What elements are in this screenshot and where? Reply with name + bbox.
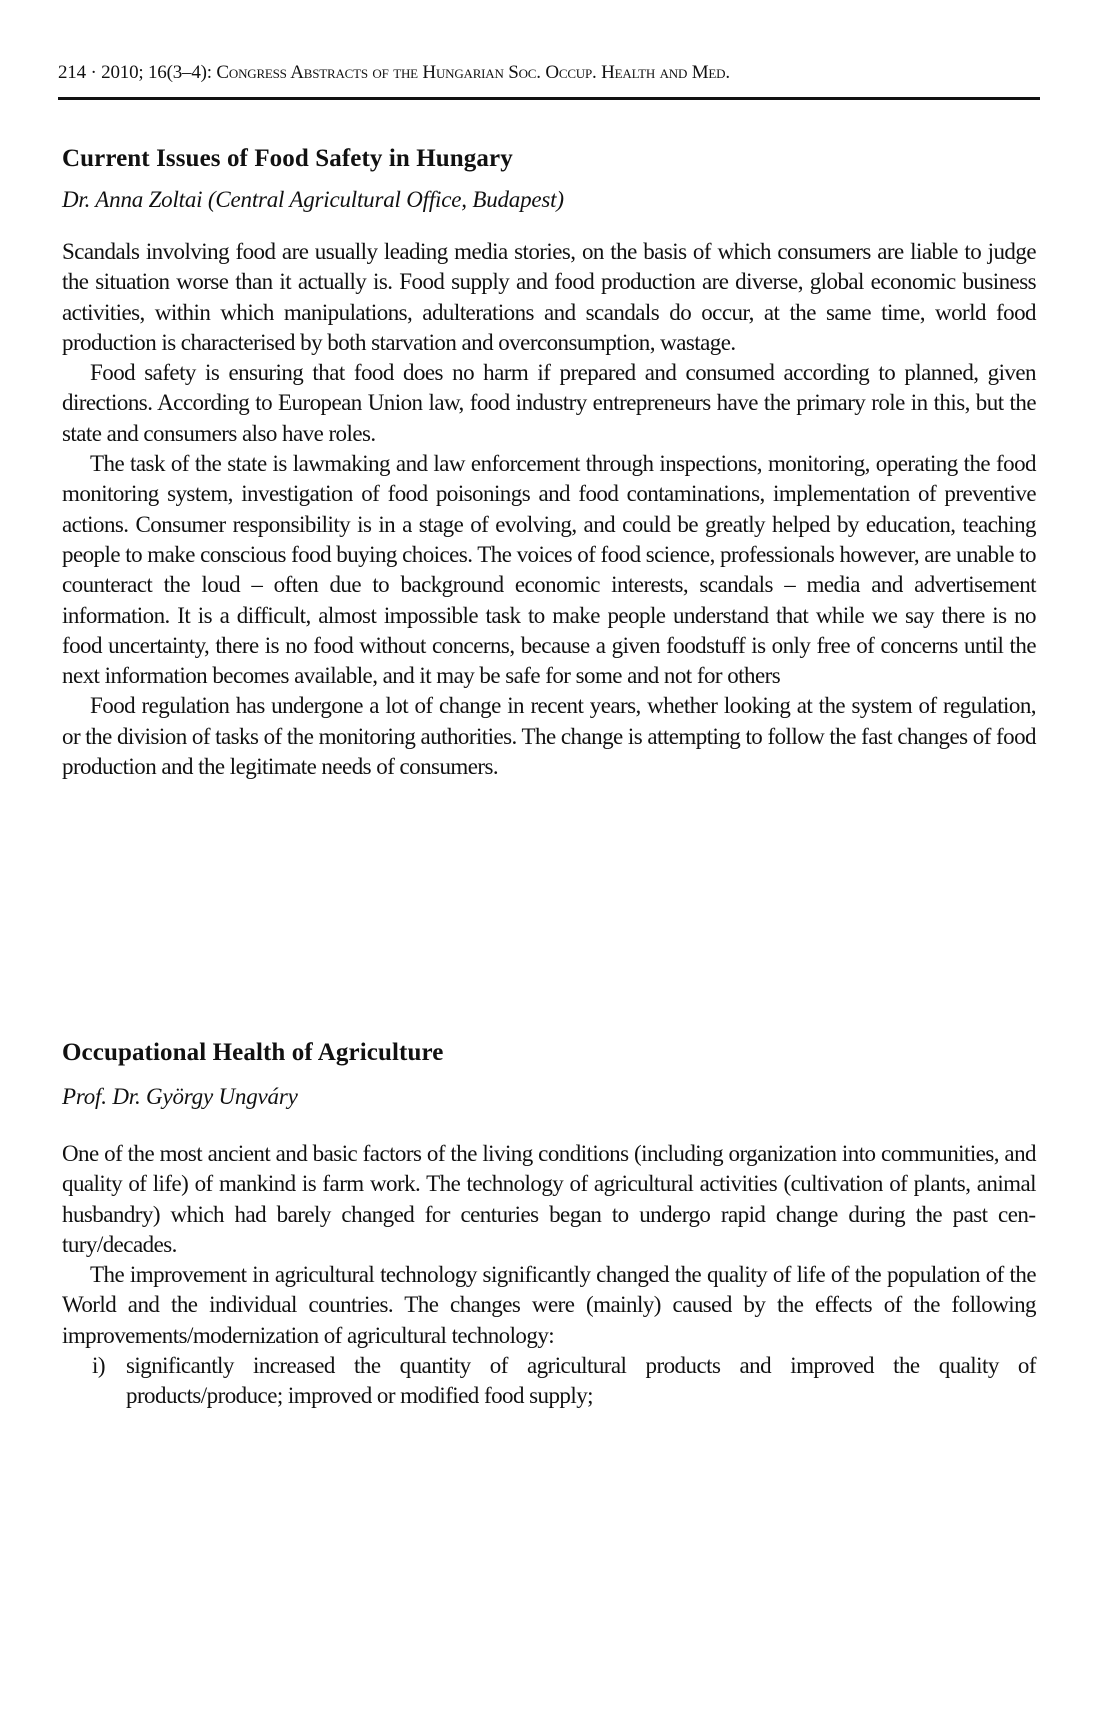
paragraph: Food safety is ensuring that food does no harm if prepared and consumed according to planned, given directions. According to European Union law, food industry entrepreneurs have the primary role in this, but the state and consumers also have roles. — [62, 360, 1036, 446]
list-marker: i) — [92, 1353, 105, 1379]
article-body — [62, 237, 1036, 782]
header-rule — [58, 97, 1040, 100]
running-head — [58, 62, 1040, 84]
list-item-text: significantly increased the quantity of agricultural products and improved the quality of products/produce; improved or modified food supply; — [126, 1353, 1036, 1409]
article-body — [62, 1139, 1036, 1412]
citation: 2010; 16(3–4): — [101, 62, 212, 83]
paragraph: Scandals involving food are usually leading media stories, on the basis of which consumers are liable to judge the situation worse than it actually is. Food supply and food production are diverse, global economic business activities, within which manipulations, adulterations and scandals do occur, at the same time, world food production is characterised by both starvation and overconsumption, wastage. — [62, 239, 1036, 355]
paragraph: The task of the state is lawmaking and law enforcement through inspections, monitoring, operating the food monitoring system, investigation of food poisonings and food contaminations, implementation of preventive actions. Consumer responsibility is in a stage of evolving, and could be greatly helped by education, teaching people to make conscious food buying choices. The voices of food science, professionals however, are unable to counteract the loud – often due to background economic interests, scandals – media and advertisement information. It is a difficult, almost impossible task to make people understand that while we say there is no food uncertainty, there is no food without concerns, because a given foodstuff is only free of concerns until the next information becomes available, and it may be safe for some and not for others — [62, 451, 1036, 689]
article-title: Occupational Health of Agriculture — [62, 1039, 444, 1066]
paragraph: One of the most ancient and basic factors of the living conditions (including organization into communities, and quality of life) of mankind is farm work. The technology of agricultural activities (cultivation of plants, animal husbandry) which had barely changed for centuries began to undergo rapid change during the past century/decades. — [62, 1141, 1036, 1257]
list-item — [62, 1351, 1036, 1412]
journal-section: Congress Abstracts of the Hungarian Soc. Occup. Health and Med. — [216, 62, 730, 83]
separator: · — [90, 62, 97, 83]
article-occupational-health — [62, 1038, 1036, 1412]
article-author: Prof. Dr. György Ungváry — [62, 1084, 298, 1109]
numbered-list — [62, 1351, 1036, 1412]
article-title: Current Issues of Food Safety in Hungary — [62, 145, 513, 172]
paragraph: Food regulation has undergone a lot of change in recent years, whether looking at the system of regulation, or the division of tasks of the monitoring authorities. The change is attempting to follow the fast changes of food production and the legitimate needs of consumers. — [62, 693, 1036, 780]
paragraph: The improvement in agricultural technology significantly changed the quality of life of the population of the World and the individual countries. The changes were (mainly) caused by the effects of the following improvements/modernization of agricultural technology: — [62, 1262, 1036, 1348]
article-author: Dr. Anna Zoltai (Central Agricultural Office, Budapest) — [62, 187, 564, 212]
page-number: 214 — [58, 62, 86, 83]
article-food-safety — [62, 144, 1036, 782]
